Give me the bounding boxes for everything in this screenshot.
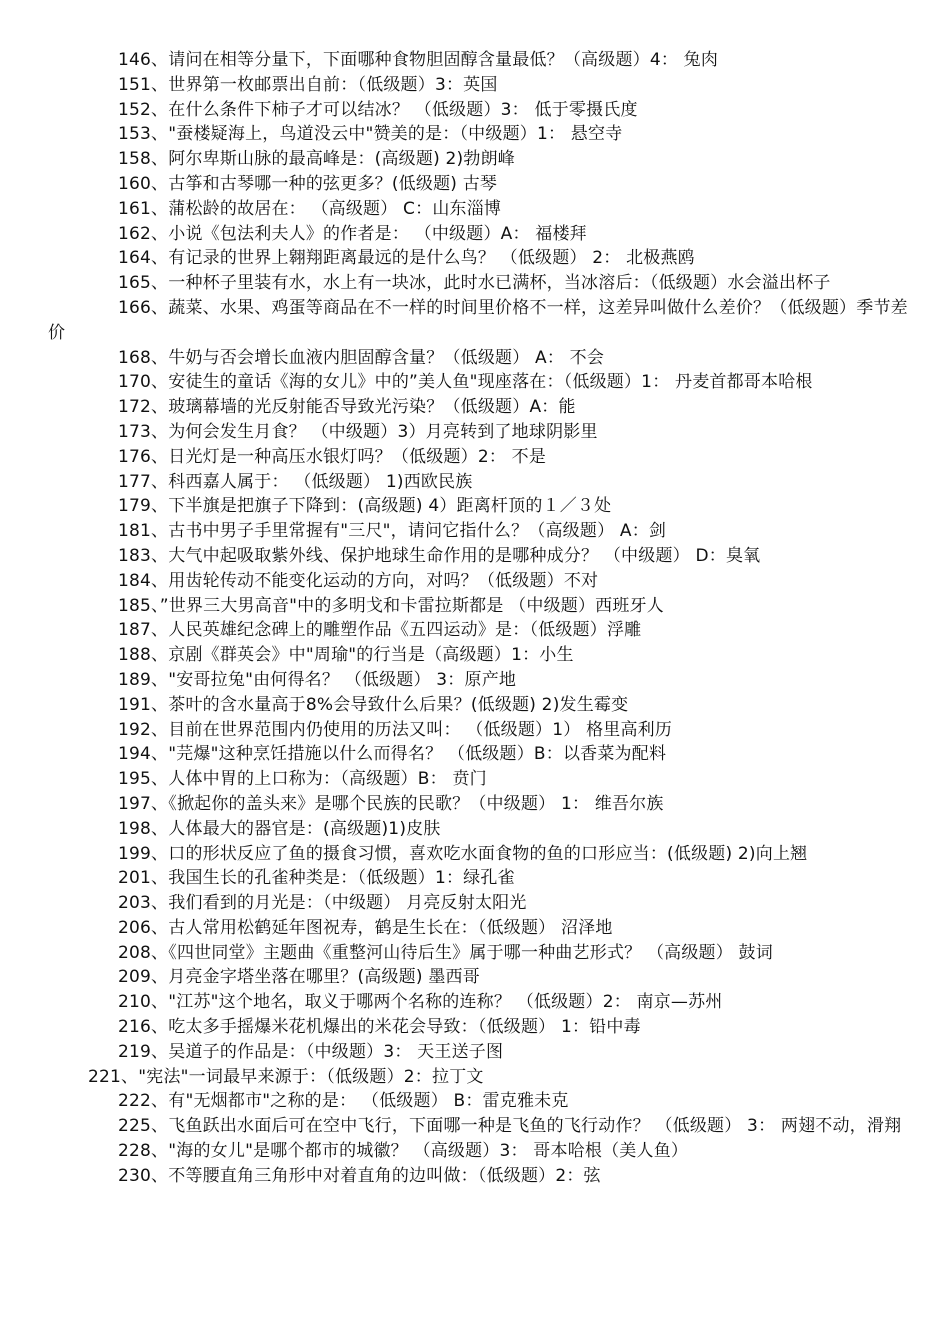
question-item: 185、”世界三大男高音"中的多明戈和卡雷拉斯都是 （中级题）西班牙人 (118, 595, 664, 616)
question-item: 203、我们看到的月光是：（中级题） 月亮反射太阳光 (118, 893, 527, 914)
question-item: 206、古人常用松鹤延年图祝寿，鹤是生长在：（低级题） 沼泽地 (118, 917, 613, 938)
question-item: 161、蒲松龄的故居在： （高级题） C：山东淄博 (118, 198, 502, 219)
question-item: 146、请问在相等分量下，下面哪种食物胆固醇含量最低？（高级题）4： 兔肉 (118, 50, 719, 70)
question-item: 219、吴道子的作品是：（中级题）3： 天王送子图 (118, 1041, 504, 1062)
question-item: 208、《四世同堂》主题曲《重整河山待后生》属于哪一种曲艺形式？ （高级题） 鼓词 (118, 942, 773, 963)
question-item: 187、人民英雄纪念碑上的雕塑作品《五四运动》是：（低级题）浮雕 (118, 620, 642, 641)
question-item: 197、《掀起你的盖头来》是哪个民族的民歌？（中级题） 1： 维吾尔族 (118, 793, 664, 814)
question-item: 230、不等腰直角三角形中对着直角的边叫做：（低级题）2：弦 (118, 1165, 601, 1186)
question-item: 151、世界第一枚邮票出自前：（低级题）3：英国 (118, 74, 498, 95)
question-item: 209、月亮金字塔坐落在哪里？(高级题) 墨西哥 (118, 967, 480, 988)
question-item: 195、人体中胃的上口称为：（高级题）B： 贲门 (118, 769, 487, 790)
question-item: 198、人体最大的器官是：(高级题)1)皮肤 (118, 818, 441, 839)
question-item: 222、有"无烟都市"之称的是： （低级题） B：雷克雅未克 (118, 1091, 569, 1112)
question-item: 179、下半旗是把旗子下降到：(高级题) 4）距离杆顶的１／３处 (118, 496, 612, 517)
question-item: 221、"宪法"一词最早来源于：（低级题）2：拉丁文 (88, 1066, 484, 1087)
question-item: 173、为何会发生月食？ （中级题）3）月亮转到了地球阴影里 (118, 421, 598, 442)
question-item: 188、京剧《群英会》中"周瑜"的行当是（高级题）1：小生 (118, 645, 574, 666)
question-item: 170、安徒生的童话《海的女儿》中的”美人鱼"现座落在：（低级题）1： 丹麦首都哥本哈根 (118, 372, 813, 393)
question-list (48, 48, 910, 1189)
question-item: 177、科西嘉人属于： （低级题） 1)西欧民族 (118, 471, 473, 492)
question-item: 192、目前在世界范围内仍使用的历法又叫： （低级题）1） 格里高利历 (118, 719, 673, 740)
question-item: 184、用齿轮传动不能变化运动的方向，对吗？（低级题）不对 (118, 570, 599, 591)
question-item: 152、在什么条件下柿子才可以结冰？ （低级题）3： 低于零摄氏度 (118, 99, 638, 120)
question-item: 199、口的形状反应了鱼的摄食习惯，喜欢吃水面食物的鱼的口形应当：(低级题) 2)向上翘 (118, 843, 808, 864)
question-item: 194、"芫爆"这种烹饪措施以什么而得名？ （低级题）B：以香菜为配料 (118, 744, 667, 765)
question-item: 176、日光灯是一种高压水银灯吗？（低级题）2： 不是 (118, 446, 547, 467)
question-item: 225、飞鱼跃出水面后可在空中飞行，下面哪一种是飞鱼的飞行动作？ （低级题） 3： 两翅不动，滑翔 (118, 1116, 902, 1137)
question-item: 201、我国生长的孔雀种类是：（低级题）1：绿孔雀 (118, 868, 515, 889)
question-item: 162、小说《包法利夫人》的作者是： （中级题）A： 福楼拜 (118, 223, 587, 244)
question-item: 158、阿尔卑斯山脉的最高峰是：(高级题) 2)勃朗峰 (118, 149, 515, 170)
question-item: 181、古书中男子手里常握有"三尺"，请问它指什么？（高级题） A：剑 (118, 521, 667, 542)
question-item: 165、一种杯子里装有水，水上有一块冰，此时水已满杯，当冰溶后：（低级题）水会溢出杯子 (118, 273, 831, 294)
question-item: 153、"蚕楼疑海上，鸟道没云中"赞美的是：（中级题）1： 悬空寺 (118, 124, 623, 145)
question-item: 228、"海的女儿"是哪个都市的城徽？ （高级题）3： 哥本哈根（美人鱼） (118, 1141, 689, 1162)
question-item: 160、古筝和古琴哪一种的弦更多？(低级题) 古琴 (118, 173, 498, 194)
question-item: 216、吃太多手摇爆米花机爆出的米花会导致：（低级题） 1：铅中毒 (118, 1017, 641, 1038)
question-item: 166、蔬菜、水果、鸡蛋等商品在不一样的时间里价格不一样，这差异叫做什么差价？（低级题）季节差价 (48, 297, 908, 343)
question-item: 189、"安哥拉兔"由何得名？ （低级题） 3：原产地 (118, 669, 517, 690)
question-item: 164、有记录的世界上翱翔距离最远的是什么鸟？ （低级题） 2： 北极燕鸥 (118, 248, 695, 269)
question-item: 210、"江苏"这个地名，取义于哪两个名称的连称？ （低级题）2： 南京—苏州 (118, 992, 723, 1013)
question-item: 183、大气中起吸取紫外线、保护地球生命作用的是哪种成分？ （中级题） D：臭氧 (118, 545, 761, 566)
question-item: 172、玻璃幕墙的光反射能否导致光污染？（低级题）A：能 (118, 397, 576, 418)
question-item: 191、茶叶的含水量高于8%会导致什么后果？(低级题) 2)发生霉变 (118, 694, 629, 715)
question-item: 168、牛奶与否会增长血液内胆固醇含量？（低级题） A： 不会 (118, 347, 605, 368)
